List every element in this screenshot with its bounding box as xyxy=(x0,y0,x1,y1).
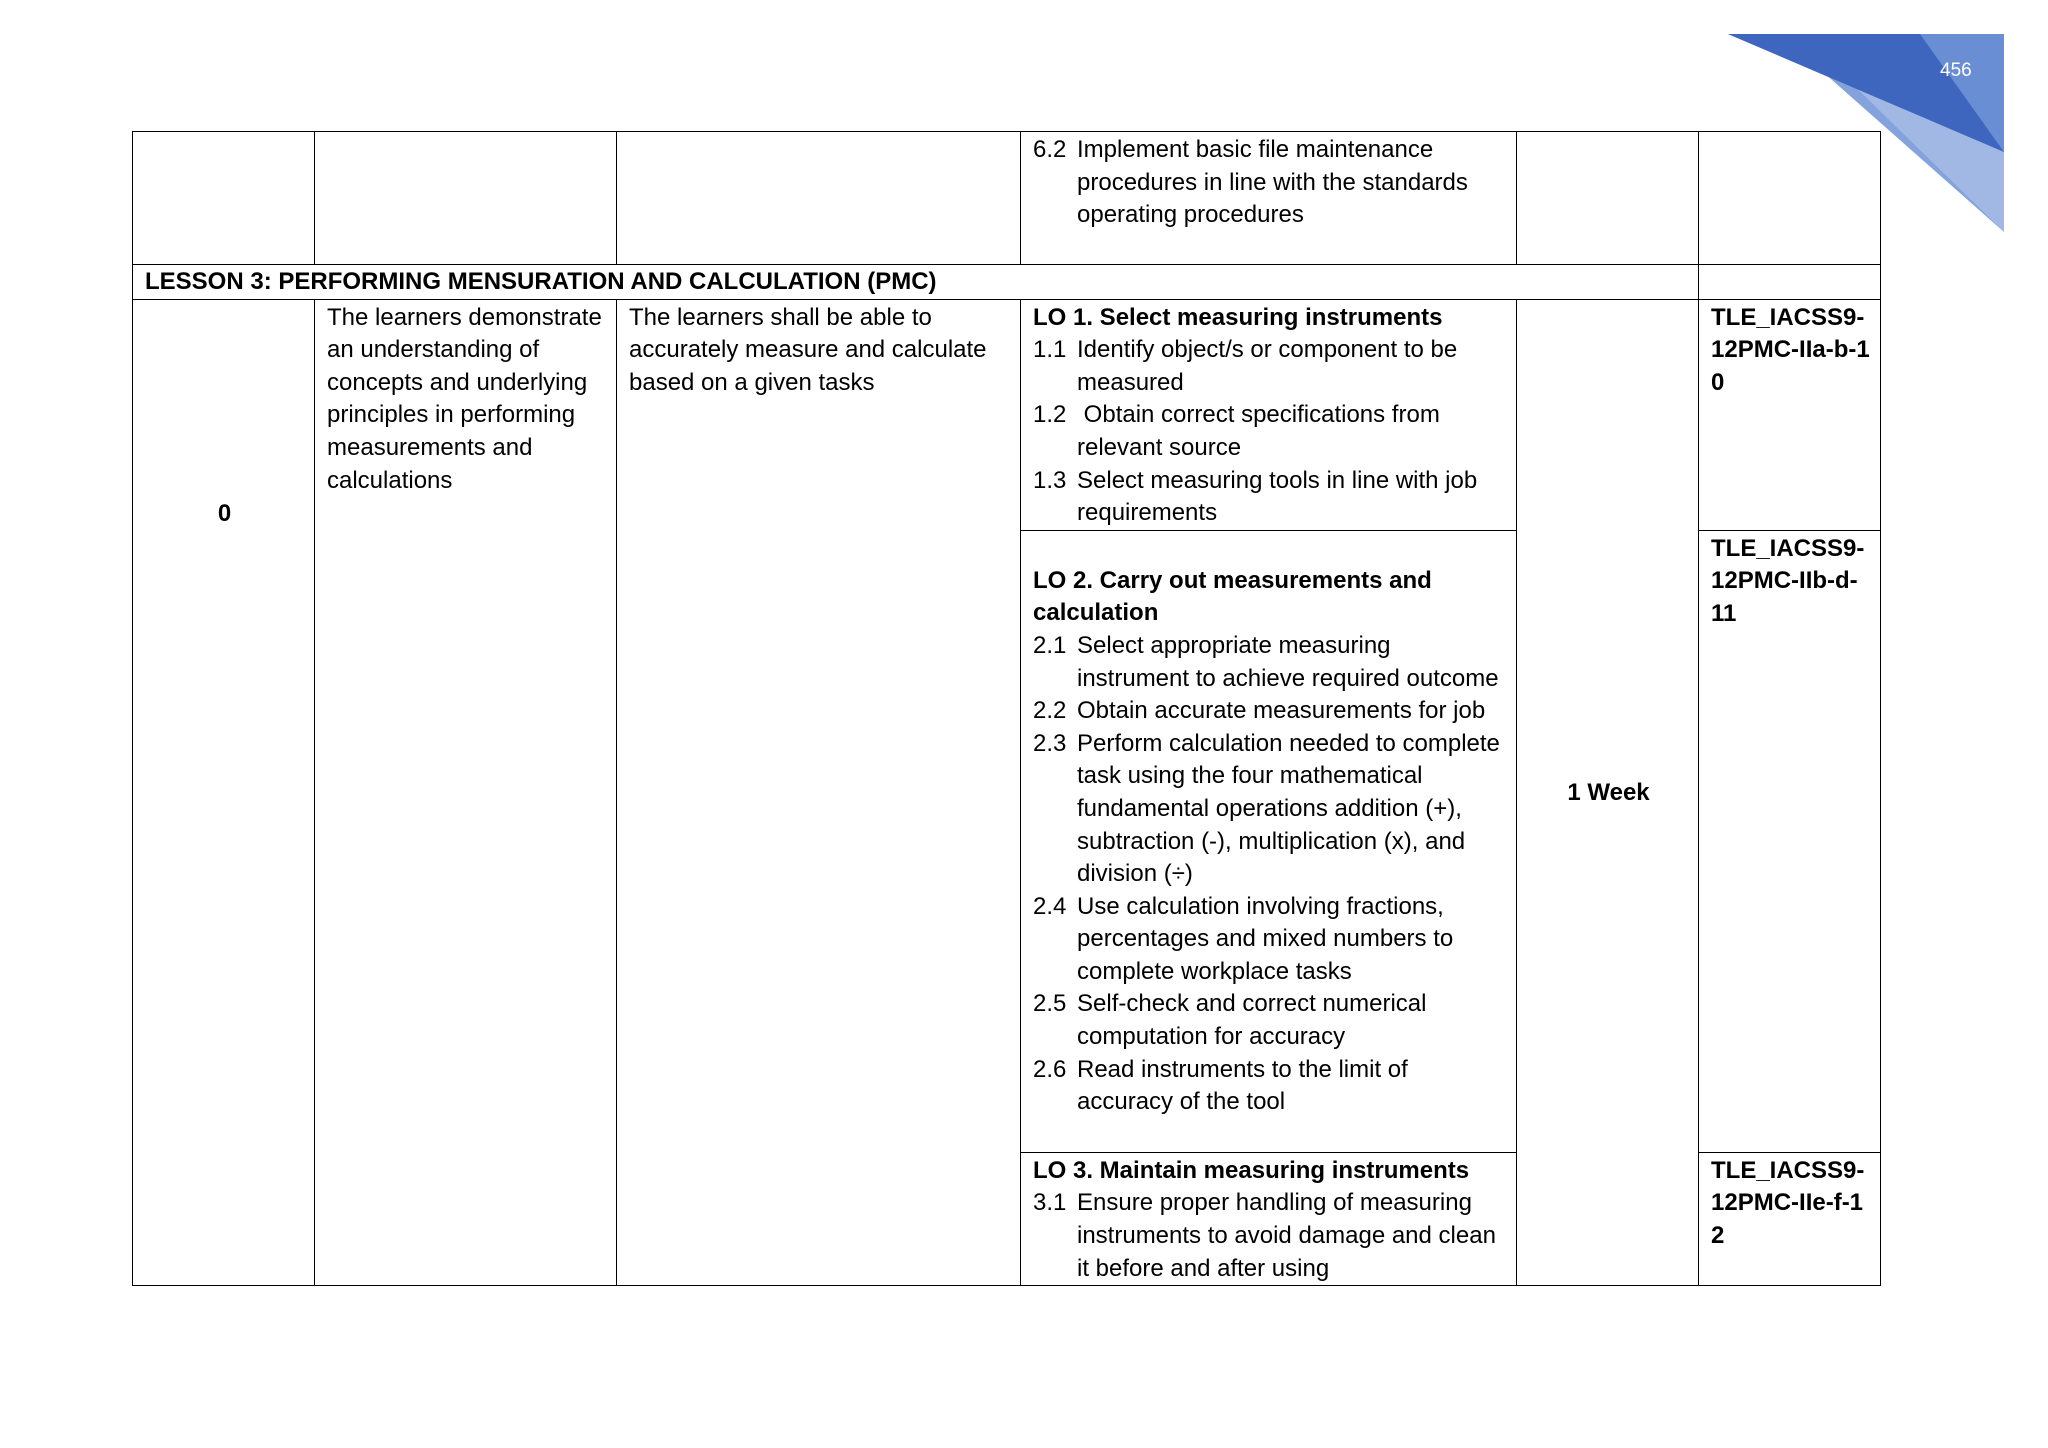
competency-item: 2.1 Select appropriate measuring instrument to achieve required outcome xyxy=(1033,631,1499,692)
empty-cell xyxy=(1517,132,1699,265)
competency-item: 2.6 Read instruments to the limit of accuracy of the tool xyxy=(1033,1055,1408,1116)
duration: 1 Week xyxy=(1517,299,1699,1286)
lo1-cell xyxy=(1021,299,1517,530)
competency-item: 2.5 Self-check and correct numerical computation for accuracy xyxy=(1033,990,1427,1051)
competency-item: 3.1 Ensure proper handling of measuring instruments to avoid damage and clean it before and after using xyxy=(1033,1189,1496,1282)
lo3-title: LO 3. Maintain measuring instruments xyxy=(1033,1156,1470,1184)
competency-item: 2.3 Perform calculation needed to complete task using the four mathematical fundamental operations addition (+), subtraction (-), multiplication (x), and division (÷) xyxy=(1033,729,1500,888)
lo2-title: LO 2. Carry out measurements and calculation xyxy=(1033,566,1432,627)
page-number: 456 xyxy=(1940,60,1972,81)
competency-cell xyxy=(1021,132,1517,265)
lesson-number: 0 xyxy=(217,499,232,527)
empty-cell xyxy=(315,132,617,265)
competency-item: 6.2 Implement basic file maintenance procedures in line with the standards operating procedures xyxy=(1033,136,1468,229)
lesson-title: LESSON 3: PERFORMING MENSURATION AND CALCULATION (PMC) xyxy=(133,265,1699,300)
competency-item: 1.2 Obtain correct specifications from relevant source xyxy=(1033,401,1447,461)
competency-item: 1.1 Identify object/s or component to be measured xyxy=(1033,336,1458,396)
competency-item: 1.3 Select measuring tools in line with job requirements xyxy=(1033,466,1478,527)
lo2-cell xyxy=(1021,530,1517,1152)
lo2-code: TLE_IACSS9-12PMC-IIb-d-11 xyxy=(1699,530,1881,1152)
lesson-number-cell xyxy=(133,299,315,1286)
empty-cell xyxy=(617,132,1021,265)
continued-row xyxy=(133,132,1881,265)
lo3-code: TLE_IACSS9-12PMC-IIe-f-12 xyxy=(1699,1152,1881,1285)
empty-cell xyxy=(133,132,315,265)
competency-item: 2.4 Use calculation involving fractions, percentages and mixed numbers to complete workplace tasks xyxy=(1033,892,1454,985)
curriculum-guide-table xyxy=(132,131,1881,1286)
lo3-cell xyxy=(1021,1152,1517,1285)
performance-standard: The learners shall be able to accurately measure and calculate based on a given tasks xyxy=(617,299,1021,1286)
content-standard: The learners demonstrate an understanding of concepts and underlying principles in performing measurements and calculations xyxy=(315,299,617,1286)
empty-cell xyxy=(1699,132,1881,265)
lo1-row xyxy=(133,299,1881,530)
competency-item: 2.2 Obtain accurate measurements for job xyxy=(1033,697,1486,725)
lo1-title: LO 1. Select measuring instruments xyxy=(1033,303,1443,331)
lo1-code: TLE_IACSS9-12PMC-IIa-b-10 xyxy=(1699,299,1881,530)
lesson-header-row xyxy=(133,265,1881,300)
empty-cell xyxy=(1699,265,1881,300)
